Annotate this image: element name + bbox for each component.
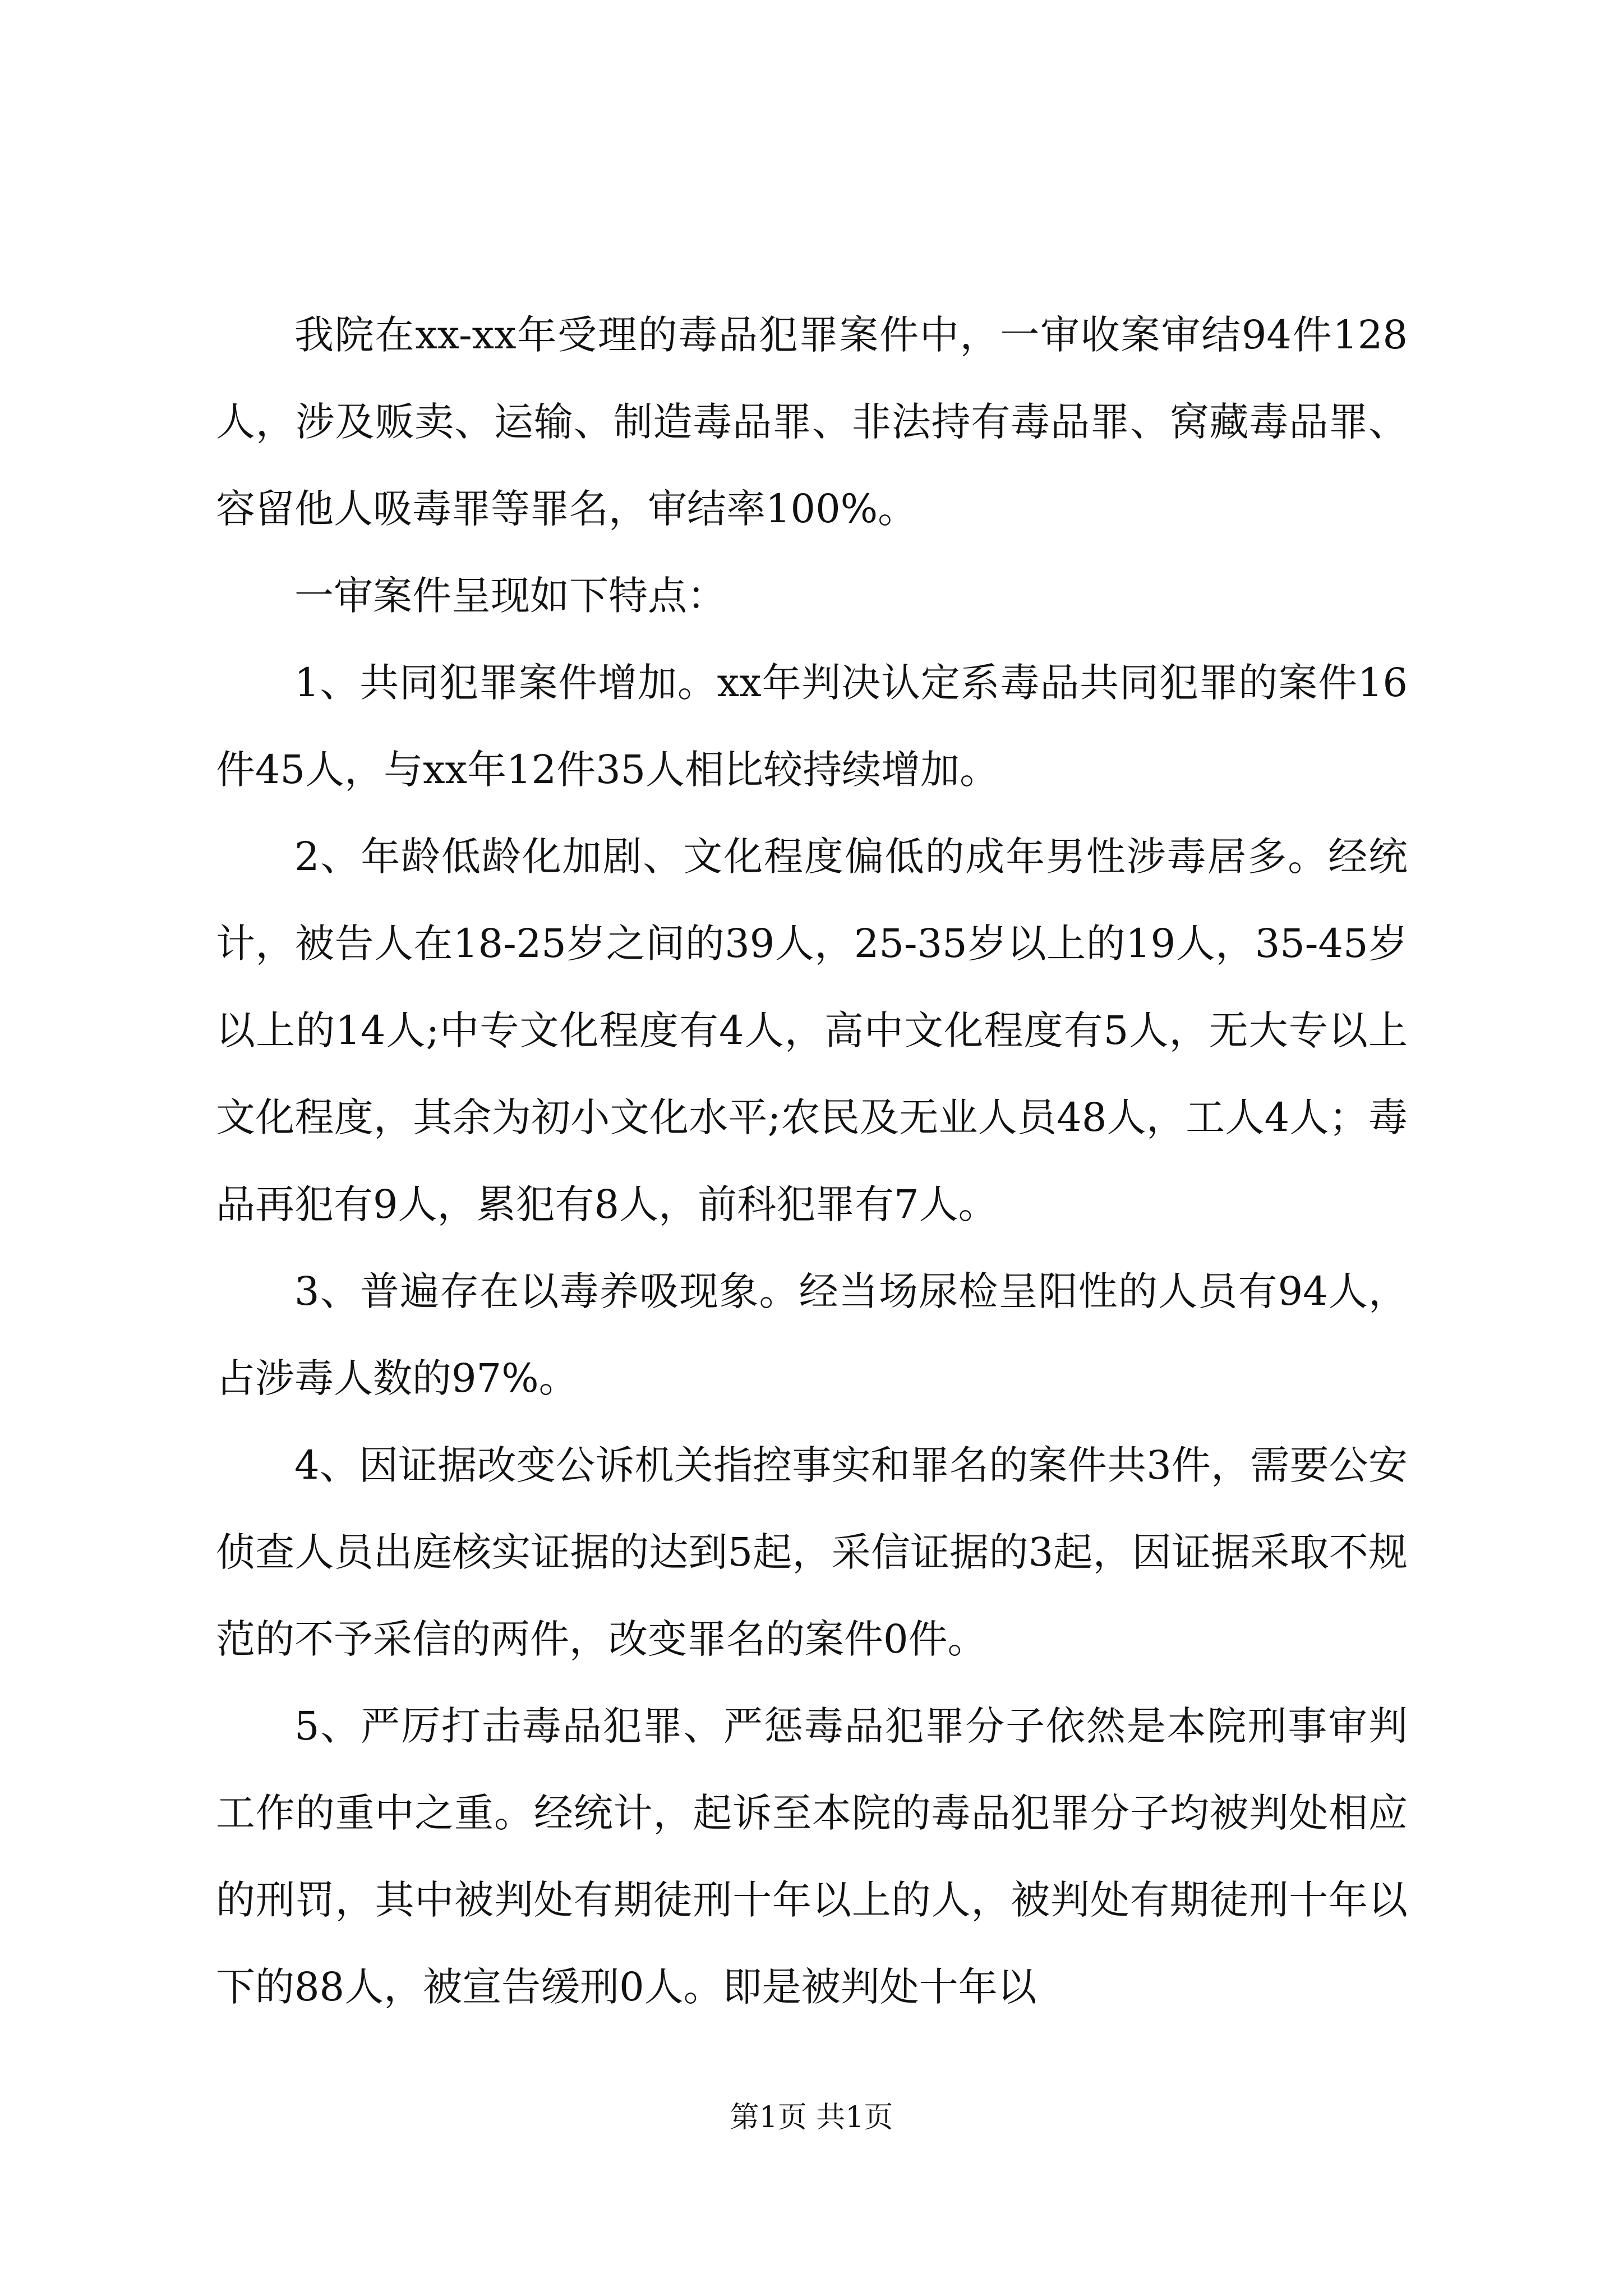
paragraph-point-4: 4、因证据改变公诉机关指控事实和罪名的案件共3件，需要公安侦查人员出庭核实证据的达到5起，采信证据的3起，因证据采取不规范的不予采信的两件，改变罪名的案件0件。 bbox=[216, 1442, 1408, 1662]
paragraph-point-2: 2、年龄低龄化加剧、文化程度偏低的成年男性涉毒居多。经统计，被告人在18-25岁之间的39人，25-35岁以上的19人，35-45岁以上的14人;中专文化程度有4人，高中文化程度有5人，无大专以上文化程度，其余为初小文化水平;农民及无业人员48人，工人4人；毒品再犯有9人，累犯有8人，前科犯罪有7人。 bbox=[216, 834, 1408, 1227]
paragraph-point-5: 5、严厉打击毒品犯罪、严惩毒品犯罪分子依然是本院刑事审判工作的重中之重。经统计，起诉至本院的毒品犯罪分子均被判处相应的刑罚，其中被判处有期徒刑十年以上的人，被判处有期徒刑十年以下的88人，被宣告缓刑0人。即是被判处十年以 bbox=[216, 1703, 1408, 2010]
page-footer: 第1页 共1页 bbox=[730, 2101, 893, 2134]
paragraph-point-1: 1、共同犯罪案件增加。xx年判决认定系毒品共同犯罪的案件16件45人，与xx年12件35人相比较持续增加。 bbox=[216, 660, 1408, 793]
paragraph-intro: 我院在xx-xx年受理的毒品犯罪案件中，一审收案审结94件128人，涉及贩卖、运输、制造毒品罪、非法持有毒品罪、窝藏毒品罪、容留他人吸毒罪等罪名，审结率100%。 bbox=[216, 312, 1408, 532]
document-body bbox=[216, 292, 1408, 2031]
paragraph-features-heading: 一审案件呈现如下特点： bbox=[294, 573, 726, 619]
paragraph-point-3: 3、普遍存在以毒养吸现象。经当场尿检呈阳性的人员有94人，占涉毒人数的97%。 bbox=[216, 1268, 1408, 1401]
